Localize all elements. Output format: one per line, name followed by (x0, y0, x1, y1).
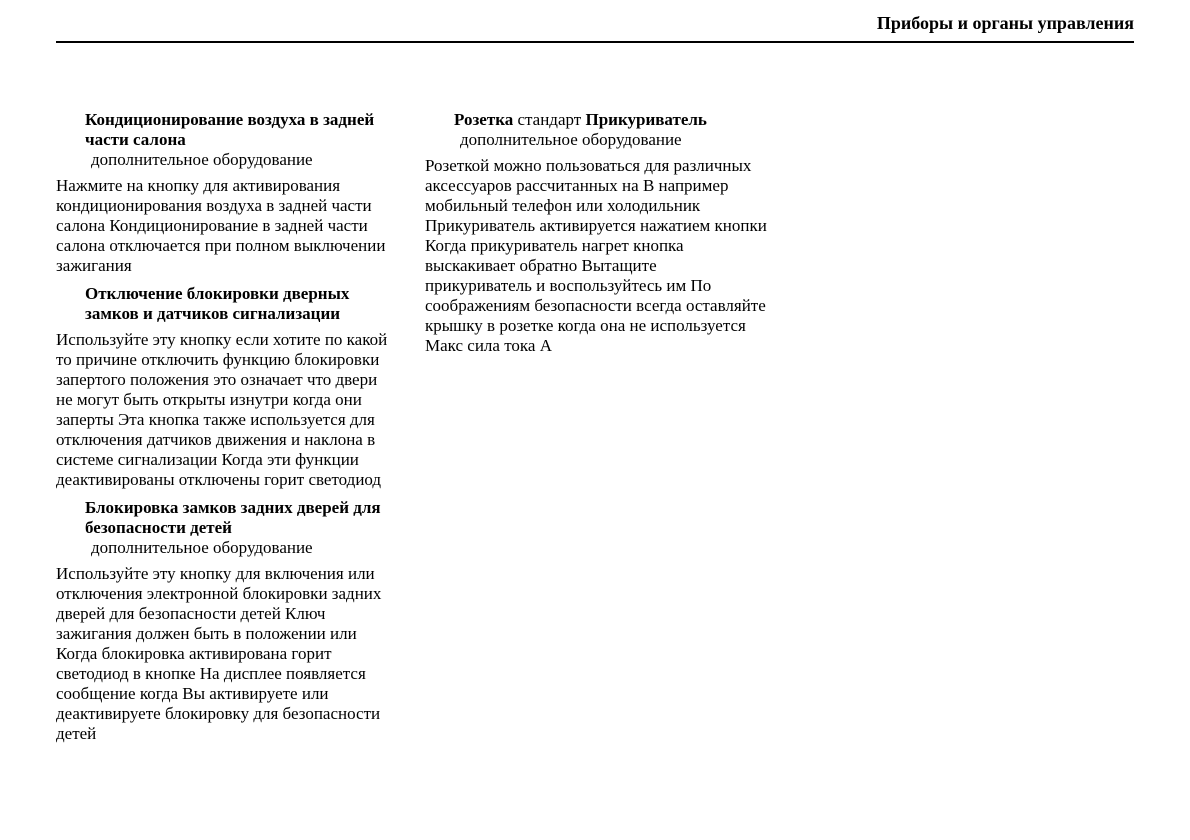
heading-lighter: Прикуриватель (585, 110, 707, 129)
page-header (56, 10, 1134, 43)
section-note: дополнительное оборудование (460, 130, 682, 149)
section-child-lock (56, 498, 398, 744)
heading-socket: Розетка (454, 110, 514, 129)
section-heading: Кондиционирование воздуха в задней части салона (85, 110, 375, 149)
section-text: Используйте эту кнопку для включения или отключения электронной блокировки задних дверей для безопасности детей Ключ зажигания должен быть в положении или Когда блокировка активирована горит светодиод в кнопке На дисплее появляется сообщение когда Вы активируете или деактивируете блокировку для безопасности детей (56, 564, 382, 743)
section-text: Розеткой можно пользоваться для различных аксессуаров рассчитанных на В например мобильный телефон или холодильник Прикуриватель активируется нажатием кнопки Когда прикуриватель нагрет кнопка выскакивает обратно Вытащите прикуриватель и воспользуйтесь им По соображениям безопасности всегда оставляйте крышку в розетке когда она не используется Макс сила тока А (425, 156, 767, 355)
section-text: Используйте эту кнопку если хотите по какой то причине отключить функцию блокировки запертого положения это означает что двери не могут быть открыты изнутри когда они заперты Эта кнопка также используется для отключения датчиков движения и наклона в системе сигнализации Когда эти функции деактивированы отключены горит светодиод (56, 330, 388, 489)
section-heading: Отключение блокировки дверных замков и датчиков сигнализации (85, 284, 350, 323)
section-rear-ac (56, 110, 398, 276)
section-text: Нажмите на кнопку для активирования кондиционирования воздуха в задней части салона Кондиционирование в задней части салона отключается при полном выключении зажигания (56, 176, 386, 275)
section-lock-disable (56, 284, 398, 490)
section-socket (425, 110, 767, 356)
section-heading (425, 110, 767, 130)
page-title: Приборы и органы управления (876, 13, 1134, 33)
right-column (425, 110, 767, 356)
heading-standard: стандарт (517, 110, 582, 129)
section-note: дополнительное оборудование (91, 150, 313, 169)
section-heading: Блокировка замков задних дверей для безопасности детей (85, 498, 381, 537)
section-note: дополнительное оборудование (91, 538, 313, 557)
left-column (56, 110, 398, 744)
